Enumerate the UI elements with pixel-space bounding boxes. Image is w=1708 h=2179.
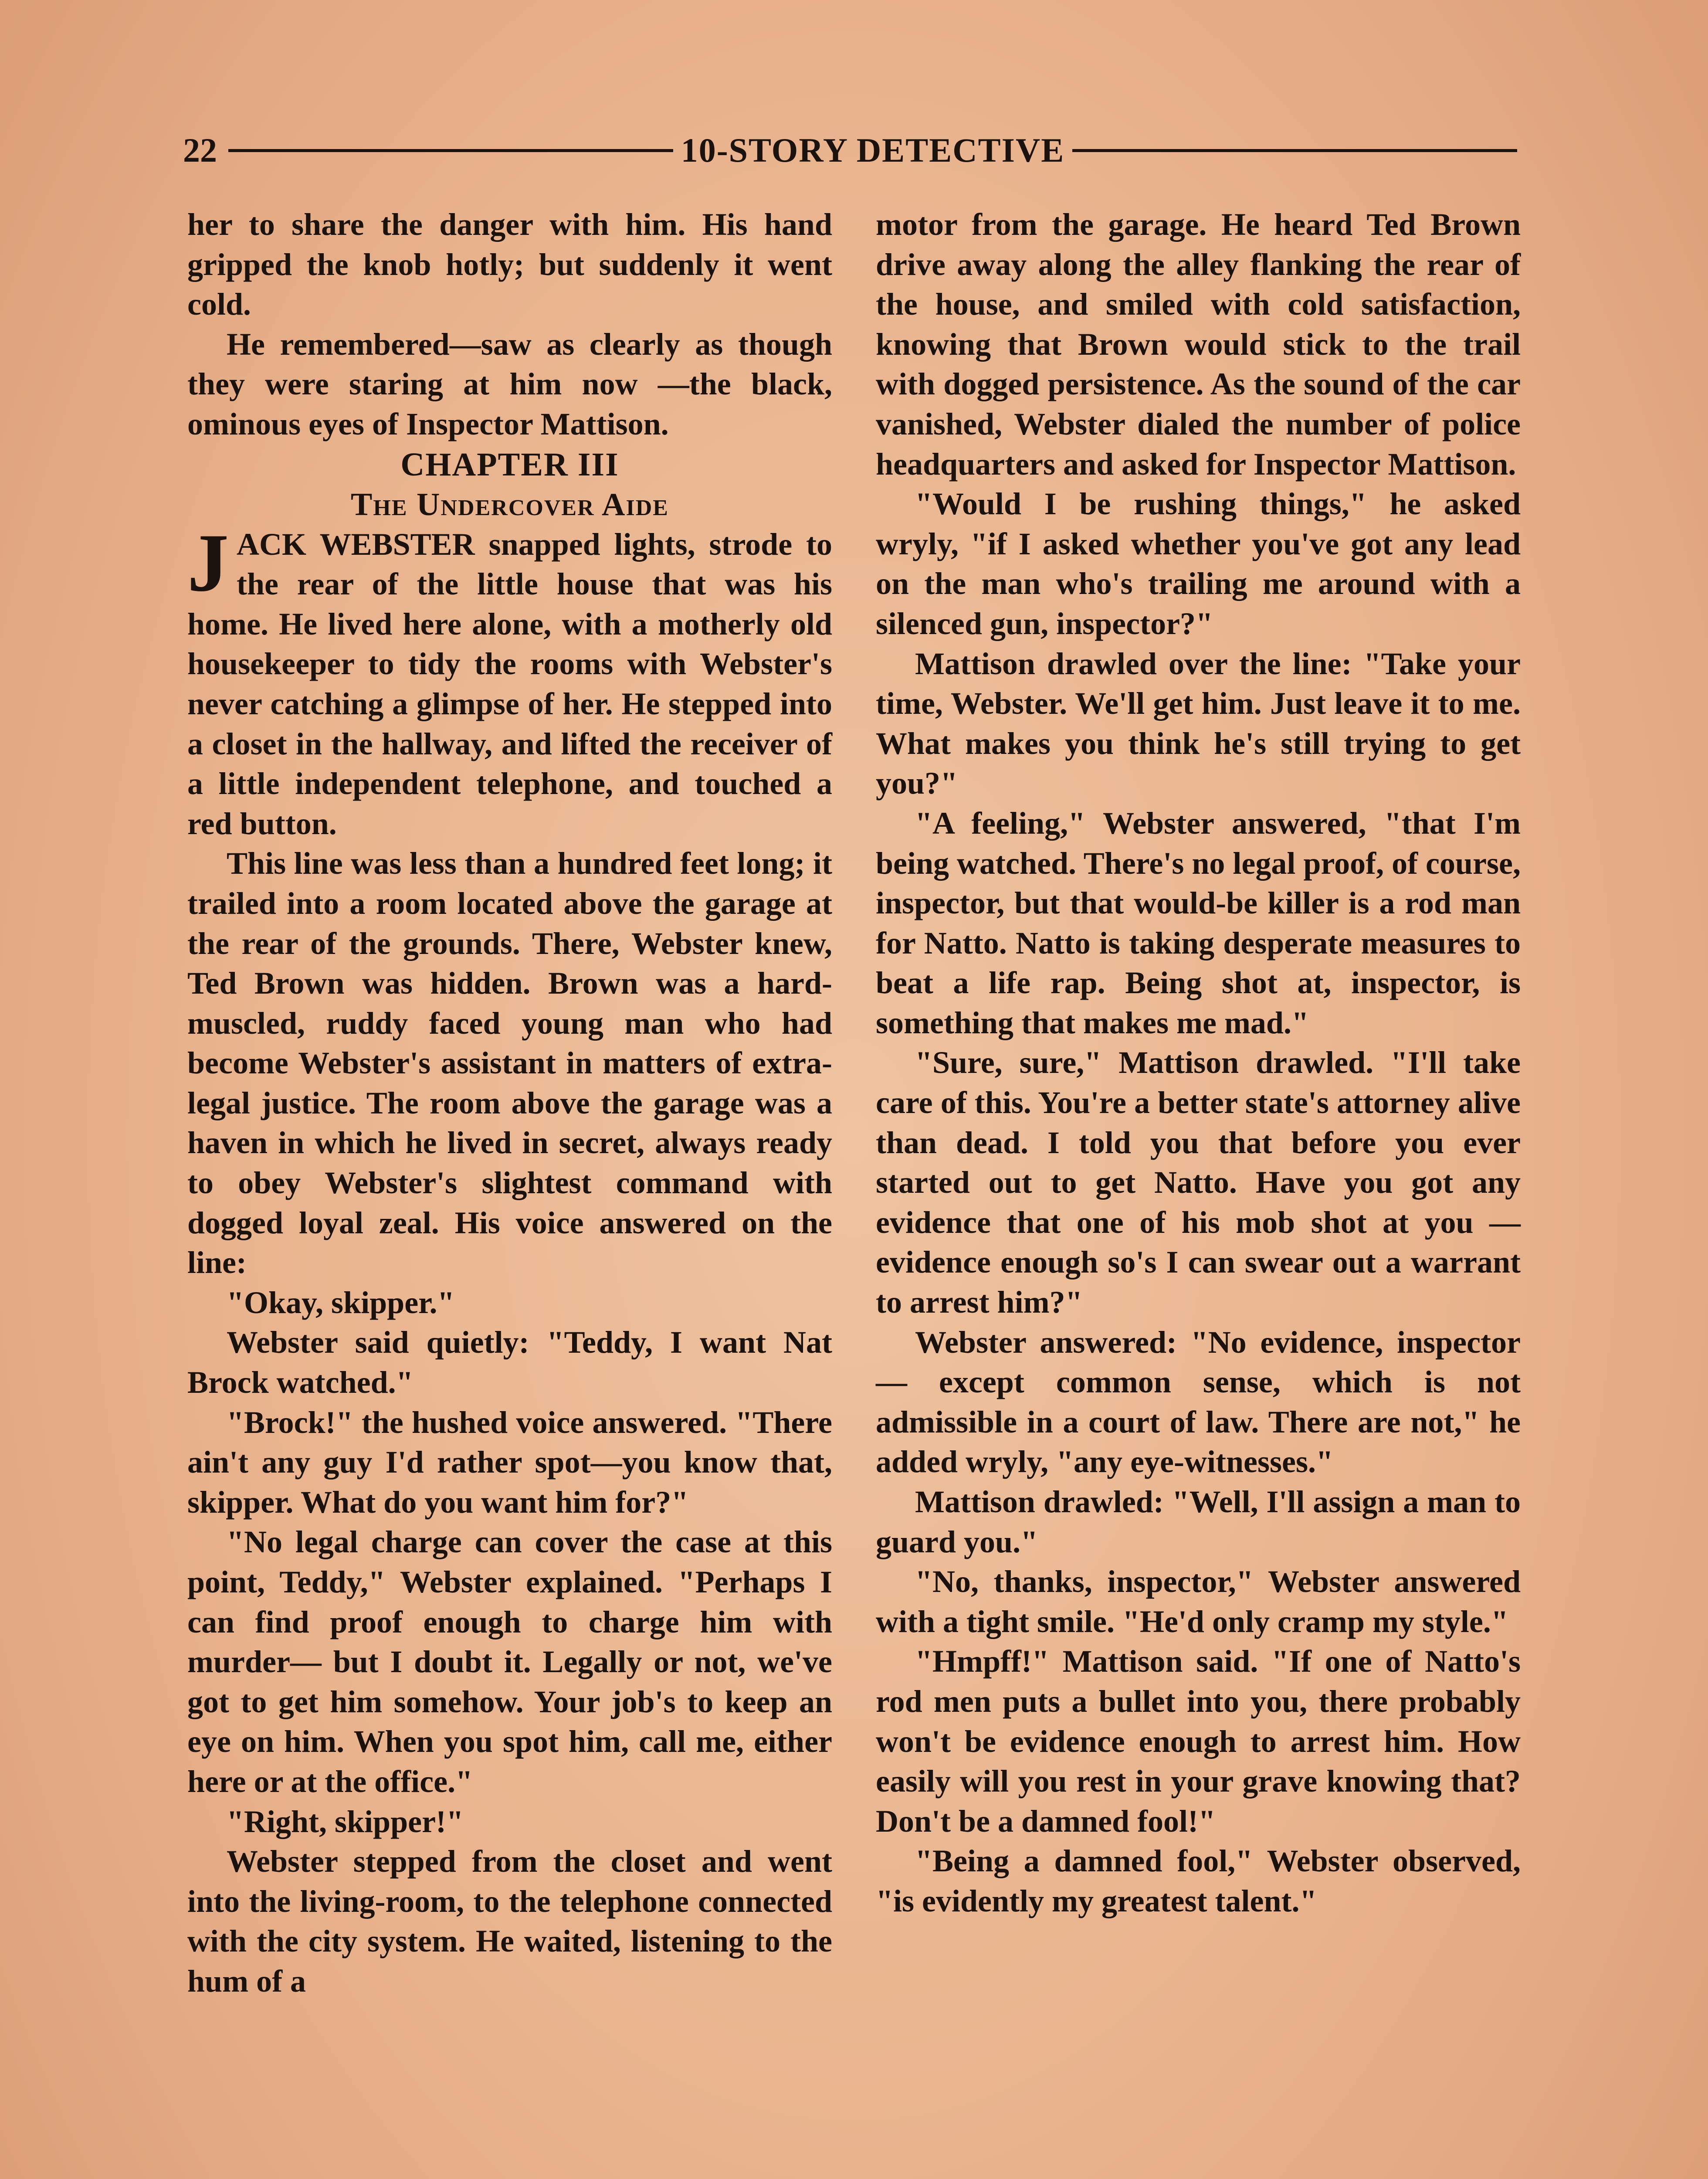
paragraph: Mattison drawled: "Well, I'll assign a man to guard you." xyxy=(876,1484,1521,1559)
paragraph: "Hmpff!" Mattison said. "If one of Natto's rod men puts a bullet into you, there probably won't be evidence enough to arrest him. How easily will you rest in your grave knowing that? Don't be a damned fool!" xyxy=(876,1644,1521,1839)
left-column xyxy=(187,205,832,2002)
paragraph: This line was less than a hundred feet long; it trailed into a room located above the garage at the rear of the grounds. There, Webster knew, Ted Brown was hidden. Brown was a hard-muscled, ruddy faced young man who had become Webster's assistant in matters of extra-legal justice. The room above the garage was a haven in which he lived in secret, always ready to obey Webster's slightest command with dogged loyal zeal. His voice answered on the line: xyxy=(187,846,832,1280)
paragraph: her to share the danger with him. His hand gripped the knob hotly; but suddenly it went cold. xyxy=(187,207,832,322)
paragraph: Mattison drawled over the line: "Take your time, Webster. We'll get him. Just leave it to me. What makes you think he's still trying to get you?" xyxy=(876,646,1521,801)
paragraph: "Brock!" the hushed voice answered. "There ain't any guy I'd rather spot—you know that, skipper. What do you want him for?" xyxy=(187,1405,832,1520)
page-number: 22 xyxy=(183,131,217,169)
paragraph: Webster stepped from the closet and went into the living-room, to the telephone connected with the city system. He waited, listening to the hum of a xyxy=(187,1844,832,1999)
paragraph: motor from the garage. He heard Ted Brown drive away along the alley flanking the rear of the house, and smiled with cold satisfaction, knowing that Brown would stick to the trail with dogged persistence. As the sound of the car vanished, Webster dialed the number of police headquarters and asked for Inspector Mattison. xyxy=(876,207,1521,482)
paragraph: "A feeling," Webster answered, "that I'm being watched. There's no legal proof, of course, inspector, but that would-be killer is a rod man for Natto. Natto is taking desperate measures to beat a life rap. Being shot at, inspector, is something that makes me mad." xyxy=(876,805,1521,1040)
paragraph: "Being a damned fool," Webster observed, "is evidently my greatest talent." xyxy=(876,1843,1521,1918)
paragraph-text: ACK WEBSTER snapped lights, strode to the rear of the little house that was his home. He lived here alone, with a motherly old housekeeper to tidy the rooms with Webster's never catching a glimpse of her. He stepped into a closet in the hallway, and lifted the receiver of a little independent telephone, and touched a red button. xyxy=(187,526,832,841)
paragraph: "Sure, sure," Mattison drawled. "I'll take care of this. You're a better state's attorney alive than dead. I told you that before you ever started out to get Natto. Have you got any evidence that one of his mob shot at you —evidence enough so's I can swear out a warrant to arrest him?" xyxy=(876,1045,1521,1320)
paragraph: Webster answered: "No evidence, inspector — except common sense, which is not admissible in a court of law. There are not," he added wryly, "any eye-witnesses." xyxy=(876,1324,1521,1480)
right-column xyxy=(876,205,1521,1921)
chapter-opening-paragraph xyxy=(187,517,832,844)
paragraph: "Okay, skipper." xyxy=(227,1285,455,1320)
header-rule-left xyxy=(228,149,673,152)
page-header xyxy=(183,131,1525,170)
paragraph: He remembered—saw as clearly as though they were staring at him now —the black, ominous eyes of Inspector Mattison. xyxy=(187,326,832,441)
paragraph: "Right, skipper!" xyxy=(227,1804,464,1839)
drop-cap: J xyxy=(187,517,229,609)
paragraph: "No, thanks, inspector," Webster answered with a tight smile. "He'd only cramp my style." xyxy=(876,1564,1521,1639)
chapter-heading: CHAPTER III xyxy=(400,446,619,483)
paragraph: "Would I be rushing things," he asked wryly, "if I asked whether you've got any lead on the man who's trailing me around with a silenced gun, inspector?" xyxy=(876,486,1521,641)
paragraph: Webster said quietly: "Teddy, I want Nat Brock watched." xyxy=(187,1325,832,1400)
header-rule-right xyxy=(1072,149,1517,152)
magazine-title: 10-STORY DETECTIVE xyxy=(681,131,1065,169)
chapter-title: The Undercover Aide xyxy=(351,486,669,523)
paragraph: "No legal charge can cover the case at this point, Teddy," Webster explained. "Perhaps I can find proof enough to charge him with murder— but I doubt it. Legally or not, we've got to get him somehow. Your job's to keep an eye on him. When you spot him, call me, either here or at the office." xyxy=(187,1524,832,1799)
